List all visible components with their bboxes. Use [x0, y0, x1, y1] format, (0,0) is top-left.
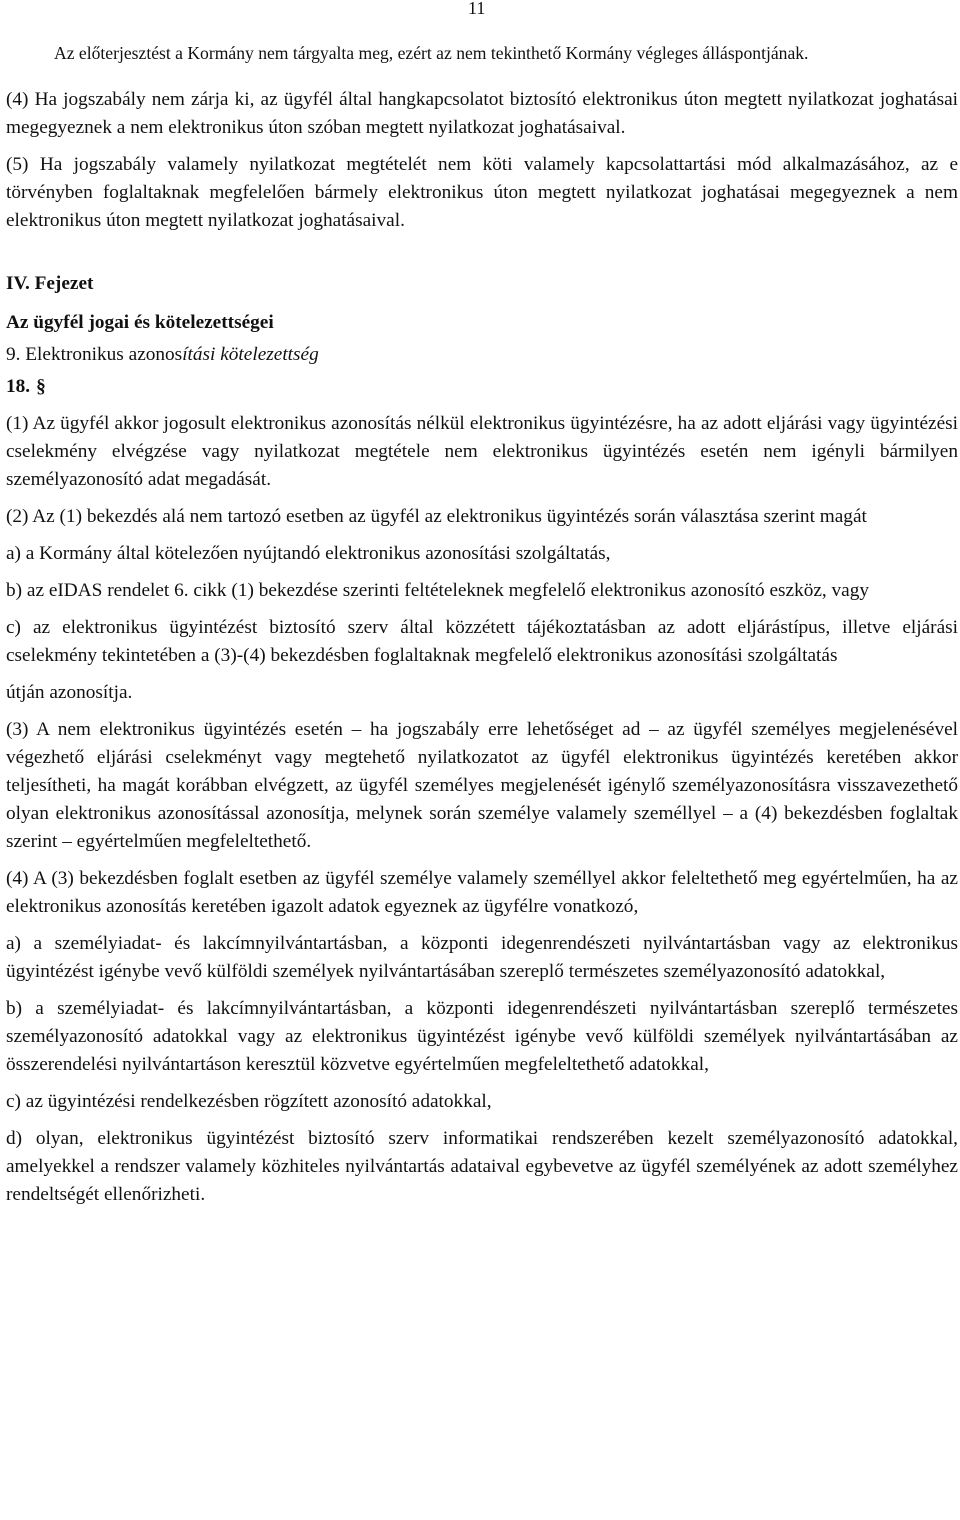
subsection-heading-italic: ítási kötelezettség	[182, 344, 319, 365]
point-2-a: a) a Kormány által kötelezően nyújtandó elektronikus azonosítási szolgáltatás,	[6, 543, 611, 564]
chapter-heading: IV. Fejezet	[6, 273, 94, 294]
paragraph-5: (5) Ha jogszabály valamely nyilatkozat megtételét nem köti valamely kapcsolattartási mód alkalmazásához, az e törvényben foglaltaknak megfelelően bármely elektronikus úton megtett nyilatkozat joghatásai megegyeznek a nem elektronikus úton megtett nyilatkozat joghatásaival.	[6, 154, 958, 231]
chapter-title: Az ügyfél jogai és kötelezettségei	[6, 312, 274, 333]
page-header-disclaimer: Az előterjesztést a Kormány nem tárgyalta meg, ezért az nem tekinthető Kormány végleges álláspontjának.	[54, 43, 809, 63]
paragraph-18-3: (3) A nem elektronikus ügyintézés esetén – ha jogszabály erre lehetőséget ad – az ügyfél személyes megjelenésével végezhető eljárási cselekményt vagy megtehető nyilatkozatot az ügyfél elektronikus ügyintézés keretében akkor teljesítheti, ha magát korábban elvégzett, az ügyfél személyes megjelenését igénylő személyazonosításra visszavezethető olyan elektronikus azonosítással azonosítja, melynek során személye valamely személlyel – a (4) bekezdésben foglaltak szerint – egyértelműen megfeleltethető.	[6, 719, 958, 852]
subsection-heading-plain: 9. Elektronikus azonos	[6, 344, 183, 365]
paragraph-18-2: (2) Az (1) bekezdés alá nem tartozó esetben az ügyfél az elektronikus ügyintézés során választása szerint magát	[6, 506, 867, 527]
point-4-a: a) a személyiadat- és lakcímnyilvántartásban, a központi idegenrendészeti nyilvántartásban vagy az elektronikus ügyintézést igénybe vevő külföldi személyek nyilvántartásában szereplő természetes személyazonosító adatokkal,	[6, 933, 958, 982]
point-2-b: b) az eIDAS rendelet 6. cikk (1) bekezdése szerinti feltételeknek megfelelő elektronikus azonosító eszköz, vagy	[6, 580, 870, 601]
document-body	[6, 86, 958, 1209]
section-sign: §	[36, 376, 46, 397]
section-number	[6, 373, 958, 401]
page-number: 11	[468, 0, 486, 18]
subsection-heading	[6, 341, 958, 369]
point-4-c: c) az ügyintézési rendelkezésben rögzített azonosító adatokkal,	[6, 1091, 492, 1112]
paragraph-2-closing: útján azonosítja.	[6, 682, 133, 703]
point-4-d: d) olyan, elektronikus ügyintézést biztosító szerv informatikai rendszerében kezelt személyazonosító adatokkal, amelyekkel a rendszer valamely közhiteles nyilvántartás adataival egybevetve az ügyfél személyének az adott személyhez rendeltségét ellenőrizheti.	[6, 1128, 958, 1205]
point-4-b: b) a személyiadat- és lakcímnyilvántartásban, a központi idegenrendészeti nyilvántartásban szereplő természetes személyazonosító adatokkal vagy az elektronikus ügyintézést igénybe vevő külföldi személyek nyilvántartásában az összerendelési nyilvántartáson keresztül közvetve egyértelműen megfeleltethető adatokkal,	[6, 998, 958, 1075]
paragraph-18-1: (1) Az ügyfél akkor jogosult elektronikus azonosítás nélkül elektronikus ügyintézésre, ha az adott eljárási vagy ügyintézési cselekmény elvégzése vagy nyilatkozat megtétele nem elektronikus ügyintézés esetén nem igényli bármilyen személyazonosító adat megadását.	[6, 413, 958, 490]
section-number-label: 18.	[6, 376, 31, 397]
point-2-c: c) az elektronikus ügyintézést biztosító szerv által közzétett tájékoztatásban az adott eljárástípus, illetve eljárási cselekmény tekintetében a (3)-(4) bekezdésben foglaltaknak megfelelő elektronikus azonosítási szolgáltatás	[6, 617, 958, 666]
paragraph-4: (4) Ha jogszabály nem zárja ki, az ügyfél által hangkapcsolatot biztosító elektronikus úton megtett nyilatkozat joghatásai megegyeznek a nem elektronikus úton szóban megtett nyilatkozat joghatásaival.	[6, 89, 958, 138]
paragraph-18-4: (4) A (3) bekezdésben foglalt esetben az ügyfél személye valamely személlyel akkor feleltethető meg egyértelműen, ha az elektronikus azonosítás keretében igazolt adatok egyeznek az ügyfélre vonatkozó,	[6, 868, 958, 917]
